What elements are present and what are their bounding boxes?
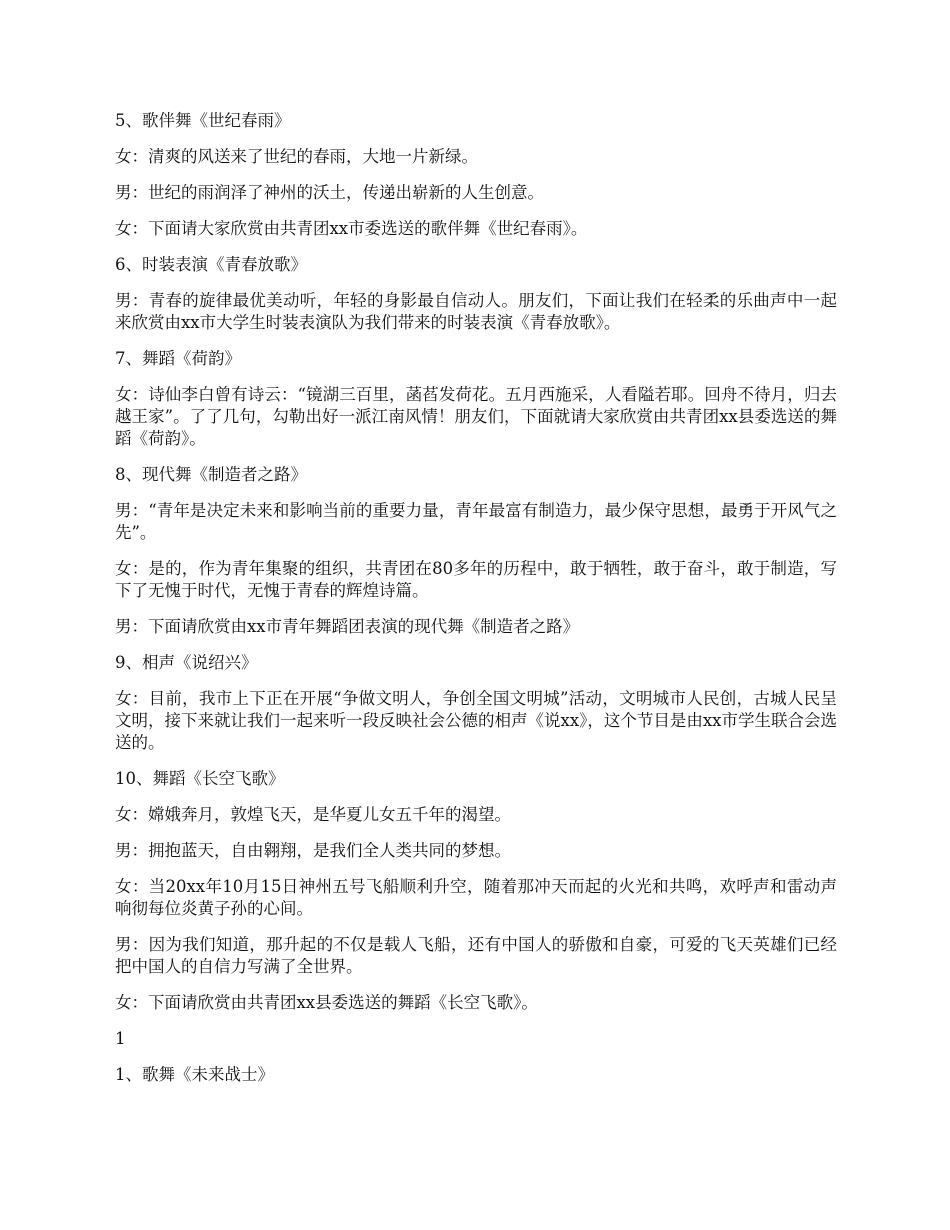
page-number-text: 1 bbox=[115, 1029, 126, 1048]
dialogue-paragraph: 女：当20xx年10月15日神州五号飞船顺利升空，随着那冲天而起的火光和共鸣，欢呼声和雷动声响彻每位炎黄子孙的心间。 bbox=[115, 877, 837, 918]
section-heading-9: 9、相声《说绍兴》 bbox=[115, 653, 258, 672]
dialogue-paragraph: 男：世纪的雨润泽了神州的沃土，传递出崭新的人生创意。 bbox=[115, 183, 544, 202]
dialogue-paragraph: 女：下面请大家欣赏由共青团xx市委选送的歌伴舞《世纪春雨》。 bbox=[115, 219, 588, 238]
dialogue-paragraph: 男：青春的旋律最优美动听，年轻的身影最自信动人。朋友们，下面让我们在轻柔的乐曲声中一起来欣赏由xx市大学生时装表演队为我们带来的时装表演《青春放歌》。 bbox=[115, 291, 837, 332]
dialogue-paragraph: 男：拥抱蓝天，自由翱翔，是我们全人类共同的梦想。 bbox=[115, 841, 511, 860]
section-heading-6: 6、时装表演《青春放歌》 bbox=[115, 255, 307, 274]
dialogue-paragraph: 女：目前，我市上下正在开展“争做文明人，争创全国文明城”活动，文明城市人民创，古城人民呈文明，接下来就让我们一起来听一段反映社会公德的相声《说xx》，这个节目是由xx市学生联合会选送的。 bbox=[115, 689, 837, 752]
section-heading-8: 8、现代舞《制造者之路》 bbox=[115, 465, 307, 484]
dialogue-paragraph: 女：诗仙李白曾有诗云：“镜湖三百里，菡萏发荷花。五月西施采，人看隘若耶。回舟不待月，归去越王家”。了了几句，勾勒出好一派江南风情！朋友们，下面就请大家欣赏由共青团xx县委选送的舞蹈《荷韵》。 bbox=[115, 385, 837, 448]
dialogue-paragraph: 女：是的，作为青年集聚的组织，共青团在80多年的历程中，敢于牺牲，敢于奋斗，敢于制造，写下了无愧于时代，无愧于青春的辉煌诗篇。 bbox=[115, 559, 837, 600]
dialogue-paragraph: 男：因为我们知道，那升起的不仅是载人飞船，还有中国人的骄傲和自豪，可爱的飞天英雄们已经把中国人的自信力写满了全世界。 bbox=[115, 935, 837, 976]
document-body bbox=[115, 110, 837, 1100]
section-heading-5: 5、歌伴舞《世纪春雨》 bbox=[115, 111, 291, 130]
section-heading-7: 7、舞蹈《荷韵》 bbox=[115, 349, 241, 368]
dialogue-paragraph: 女：清爽的风送来了世纪的春雨，大地一片新绿。 bbox=[115, 147, 478, 166]
dialogue-paragraph: 男：下面请欣赏由xx市青年舞蹈团表演的现代舞《制造者之路》 bbox=[115, 617, 580, 636]
dialogue-paragraph: 女：嫦娥奔月，敦煌飞天，是华夏儿女五千年的渴望。 bbox=[115, 805, 511, 824]
section-heading-1: 1、歌舞《未来战士》 bbox=[115, 1065, 274, 1084]
section-heading-10: 10、舞蹈《长空飞歌》 bbox=[115, 769, 285, 788]
dialogue-paragraph: 女：下面请欣赏由共青团xx县委选送的舞蹈《长空飞歌》。 bbox=[115, 993, 538, 1012]
dialogue-paragraph: 男：“青年是决定未来和影响当前的重要力量，青年最富有制造力，最少保守思想，最勇于开风气之先”。 bbox=[115, 501, 837, 542]
